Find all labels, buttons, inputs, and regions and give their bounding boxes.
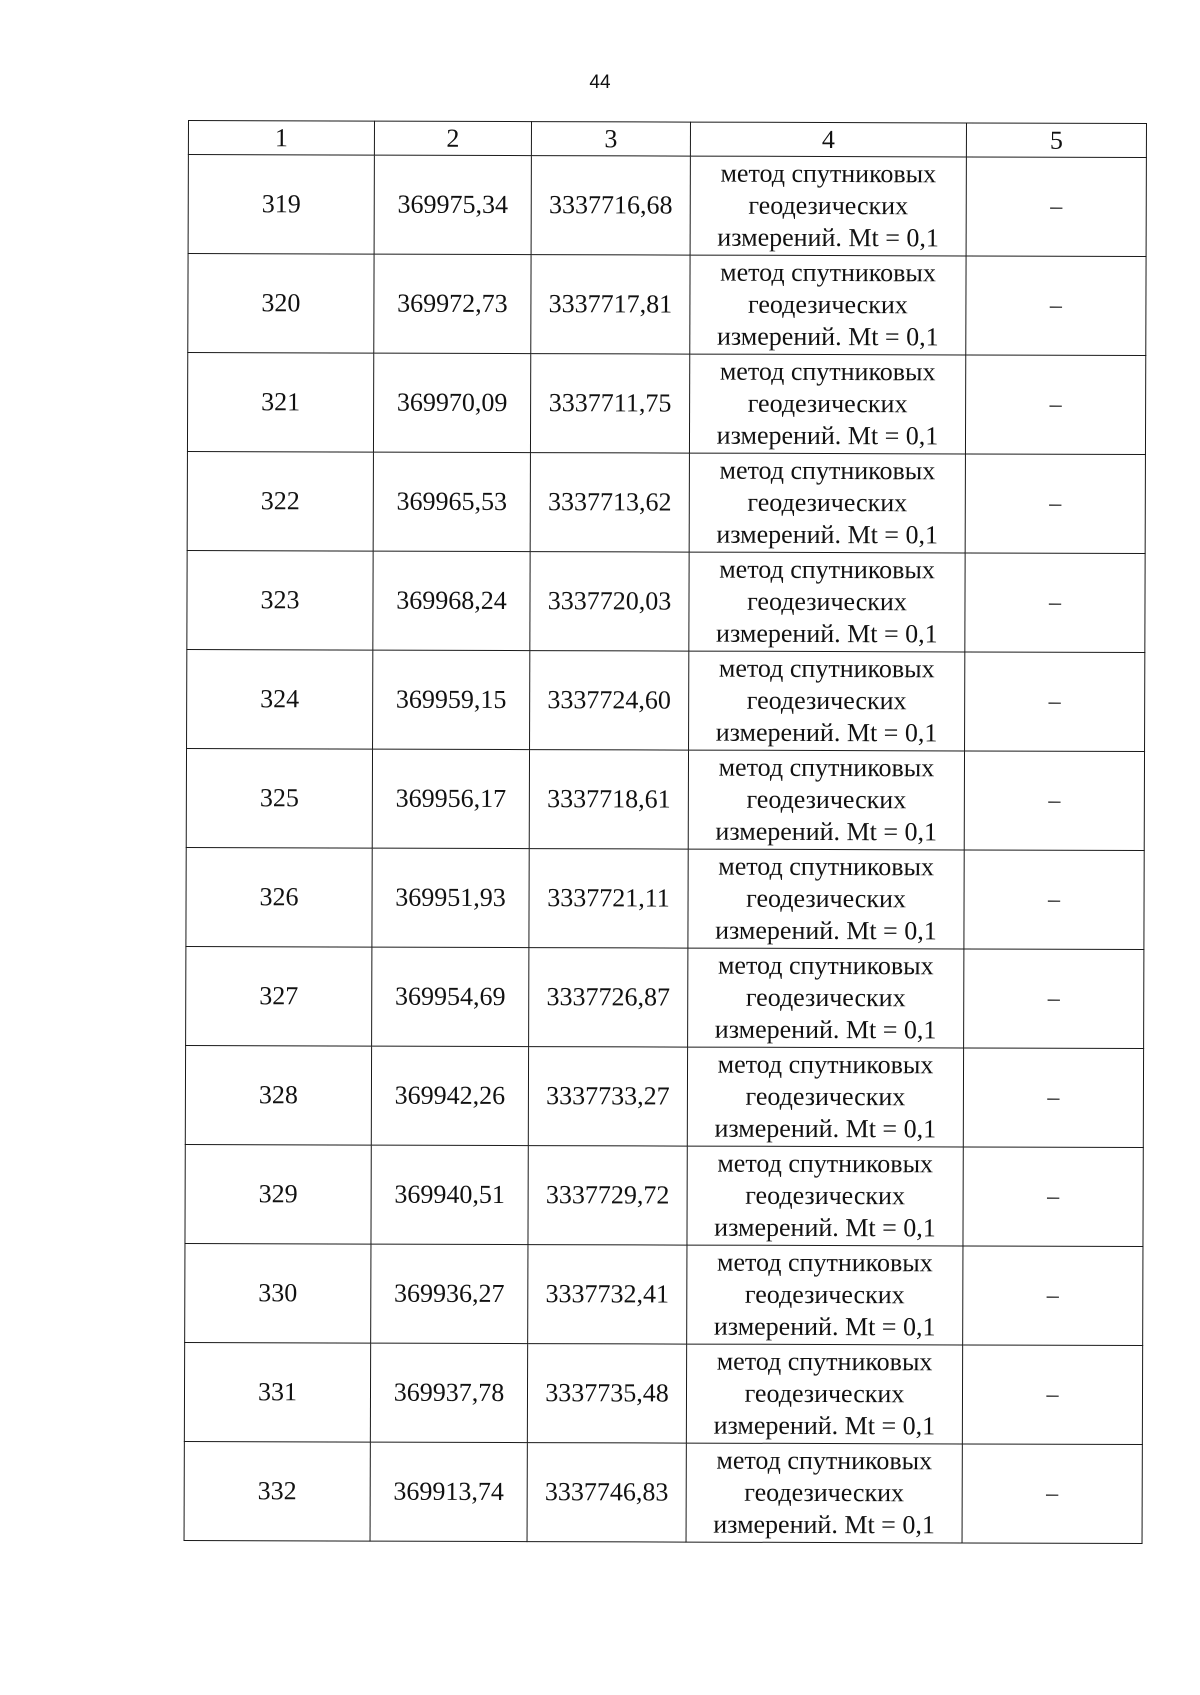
x-coordinate-cell: 369956,17: [372, 749, 529, 848]
method-line: метод спутниковых: [716, 1346, 933, 1377]
method-line: измерений. Mt = 0,1: [714, 1113, 937, 1144]
note-cell: –: [964, 751, 1144, 851]
y-coordinate-cell: 3337713,62: [530, 453, 689, 552]
method-cell: [686, 1443, 962, 1543]
point-number-cell: 325: [186, 748, 372, 848]
method-line: метод спутниковых: [717, 1049, 934, 1080]
method-line: метод спутниковых: [720, 257, 936, 288]
method-line: метод спутниковых: [716, 1445, 933, 1476]
x-coordinate-cell: 369913,74: [370, 1442, 527, 1541]
method-line: метод спутниковых: [719, 356, 936, 387]
table-row: [186, 748, 1144, 850]
column-header: 1: [188, 121, 374, 156]
page-number: 44: [589, 72, 611, 93]
note-cell: –: [964, 850, 1144, 950]
x-coordinate-cell: 369959,15: [373, 650, 530, 749]
x-coordinate-cell: 369936,27: [371, 1244, 528, 1343]
note-cell: –: [965, 553, 1145, 653]
method-line: геодезических: [745, 982, 906, 1013]
method-cell: [689, 552, 965, 652]
y-coordinate-cell: 3337711,75: [530, 354, 689, 453]
method-line: измерений. Mt = 0,1: [713, 1410, 936, 1441]
table-body: [184, 121, 1146, 1544]
x-coordinate-cell: 369972,73: [374, 254, 531, 353]
method-line: измерений. Mt = 0,1: [716, 519, 939, 550]
table-row: [185, 1243, 1143, 1345]
table-row: [184, 1441, 1142, 1543]
note-cell: –: [965, 355, 1145, 455]
method-line: измерений. Mt = 0,1: [716, 618, 938, 649]
method-line: геодезических: [746, 883, 906, 914]
note-cell: –: [963, 1048, 1143, 1148]
point-number-cell: 324: [187, 649, 373, 749]
y-coordinate-cell: 3337732,41: [528, 1245, 687, 1344]
column-header: 4: [690, 122, 966, 157]
point-number-cell: 326: [186, 847, 372, 947]
y-coordinate-cell: 3337720,03: [530, 552, 689, 651]
y-coordinate-cell: 3337746,83: [527, 1443, 686, 1542]
point-number-cell: 330: [185, 1243, 371, 1343]
method-line: измерений. Mt = 0,1: [715, 717, 938, 748]
y-coordinate-cell: 3337729,72: [528, 1146, 687, 1245]
method-cell: [688, 948, 964, 1048]
note-cell: –: [962, 1345, 1142, 1445]
x-coordinate-cell: 369975,34: [374, 155, 531, 254]
method-line: измерений. Mt = 0,1: [713, 1509, 935, 1540]
method-line: геодезических: [745, 1180, 906, 1211]
method-line: измерений. Mt = 0,1: [715, 816, 938, 847]
method-line: метод спутниковых: [718, 851, 935, 882]
method-line: геодезических: [744, 1279, 905, 1310]
point-number-cell: 331: [184, 1342, 370, 1442]
x-coordinate-cell: 369942,26: [371, 1046, 528, 1145]
method-line: метод спутниковых: [718, 653, 935, 684]
column-header: 5: [966, 123, 1146, 158]
note-cell: –: [963, 1147, 1143, 1247]
method-cell: [687, 1245, 963, 1345]
method-line: метод спутниковых: [720, 158, 937, 189]
method-line: измерений. Mt = 0,1: [716, 321, 939, 352]
point-number-cell: 329: [185, 1144, 371, 1244]
note-cell: –: [963, 1246, 1143, 1346]
table-row: [187, 550, 1145, 652]
point-number-cell: 328: [185, 1045, 371, 1145]
note-cell: –: [962, 1444, 1142, 1544]
note-cell: –: [966, 256, 1146, 356]
method-line: геодезических: [745, 1081, 906, 1112]
method-line: метод спутниковых: [718, 752, 935, 783]
x-coordinate-cell: 369965,53: [373, 452, 530, 551]
method-cell: [686, 1344, 962, 1444]
method-cell: [690, 255, 966, 355]
table-row: [188, 254, 1146, 356]
method-line: геодезических: [746, 784, 907, 815]
x-coordinate-cell: 369937,78: [370, 1343, 527, 1442]
method-line: геодезических: [748, 289, 908, 320]
table-row: [187, 451, 1145, 553]
method-line: измерений. Mt = 0,1: [713, 1311, 936, 1342]
method-line: геодезических: [747, 586, 907, 617]
note-cell: –: [965, 652, 1145, 752]
table-row: [186, 946, 1144, 1048]
method-line: геодезических: [747, 487, 908, 518]
method-line: измерений. Mt = 0,1: [714, 1212, 936, 1243]
column-header: 2: [374, 121, 531, 155]
table-row: [187, 649, 1145, 751]
note-cell: –: [964, 949, 1144, 1049]
method-line: измерений. Mt = 0,1: [715, 915, 937, 946]
y-coordinate-cell: 3337735,48: [527, 1344, 686, 1443]
method-line: геодезических: [747, 388, 908, 419]
y-coordinate-cell: 3337726,87: [529, 948, 688, 1047]
table-row: [185, 1045, 1143, 1147]
method-line: метод спутниковых: [717, 1148, 934, 1179]
method-cell: [687, 1146, 963, 1246]
x-coordinate-cell: 369951,93: [372, 848, 529, 947]
y-coordinate-cell: 3337716,68: [531, 156, 690, 255]
method-line: измерений. Mt = 0,1: [714, 1014, 937, 1045]
method-line: измерений. Mt = 0,1: [716, 420, 939, 451]
x-coordinate-cell: 369954,69: [372, 947, 529, 1046]
point-number-cell: 327: [186, 946, 372, 1046]
method-line: геодезических: [748, 190, 909, 221]
y-coordinate-cell: 3337718,61: [529, 750, 688, 849]
point-number-cell: 332: [184, 1441, 370, 1541]
point-number-cell: 323: [187, 550, 373, 650]
method-cell: [689, 354, 965, 454]
method-cell: [689, 651, 965, 751]
column-header: 3: [531, 122, 690, 156]
table-row: [188, 155, 1146, 257]
coordinates-table: [184, 120, 1147, 1544]
table-row: [184, 1342, 1142, 1444]
x-coordinate-cell: 369940,51: [371, 1145, 528, 1244]
y-coordinate-cell: 3337717,81: [531, 255, 690, 354]
point-number-cell: 320: [188, 254, 374, 354]
note-cell: –: [966, 157, 1146, 257]
point-number-cell: 321: [187, 353, 373, 453]
x-coordinate-cell: 369970,09: [373, 353, 530, 452]
y-coordinate-cell: 3337733,27: [528, 1047, 687, 1146]
method-line: метод спутниковых: [717, 1247, 933, 1278]
table-row: [186, 847, 1144, 949]
header-row: [188, 121, 1146, 158]
method-line: измерений. Mt = 0,1: [717, 222, 939, 253]
y-coordinate-cell: 3337724,60: [530, 651, 689, 750]
point-number-cell: 319: [188, 155, 374, 255]
y-coordinate-cell: 3337721,11: [529, 849, 688, 948]
method-line: метод спутниковых: [719, 455, 936, 486]
method-cell: [688, 750, 964, 850]
method-line: геодезических: [744, 1378, 905, 1409]
table-row: [185, 1144, 1143, 1246]
method-line: геодезических: [744, 1477, 905, 1508]
method-line: метод спутниковых: [717, 950, 934, 981]
method-cell: [688, 849, 964, 949]
method-cell: [690, 156, 966, 256]
note-cell: –: [965, 454, 1145, 554]
x-coordinate-cell: 369968,24: [373, 551, 530, 650]
method-line: геодезических: [746, 685, 907, 716]
method-cell: [687, 1047, 963, 1147]
method-cell: [689, 453, 965, 553]
point-number-cell: 322: [187, 451, 373, 551]
table-row: [187, 353, 1145, 455]
method-line: метод спутниковых: [719, 554, 935, 585]
